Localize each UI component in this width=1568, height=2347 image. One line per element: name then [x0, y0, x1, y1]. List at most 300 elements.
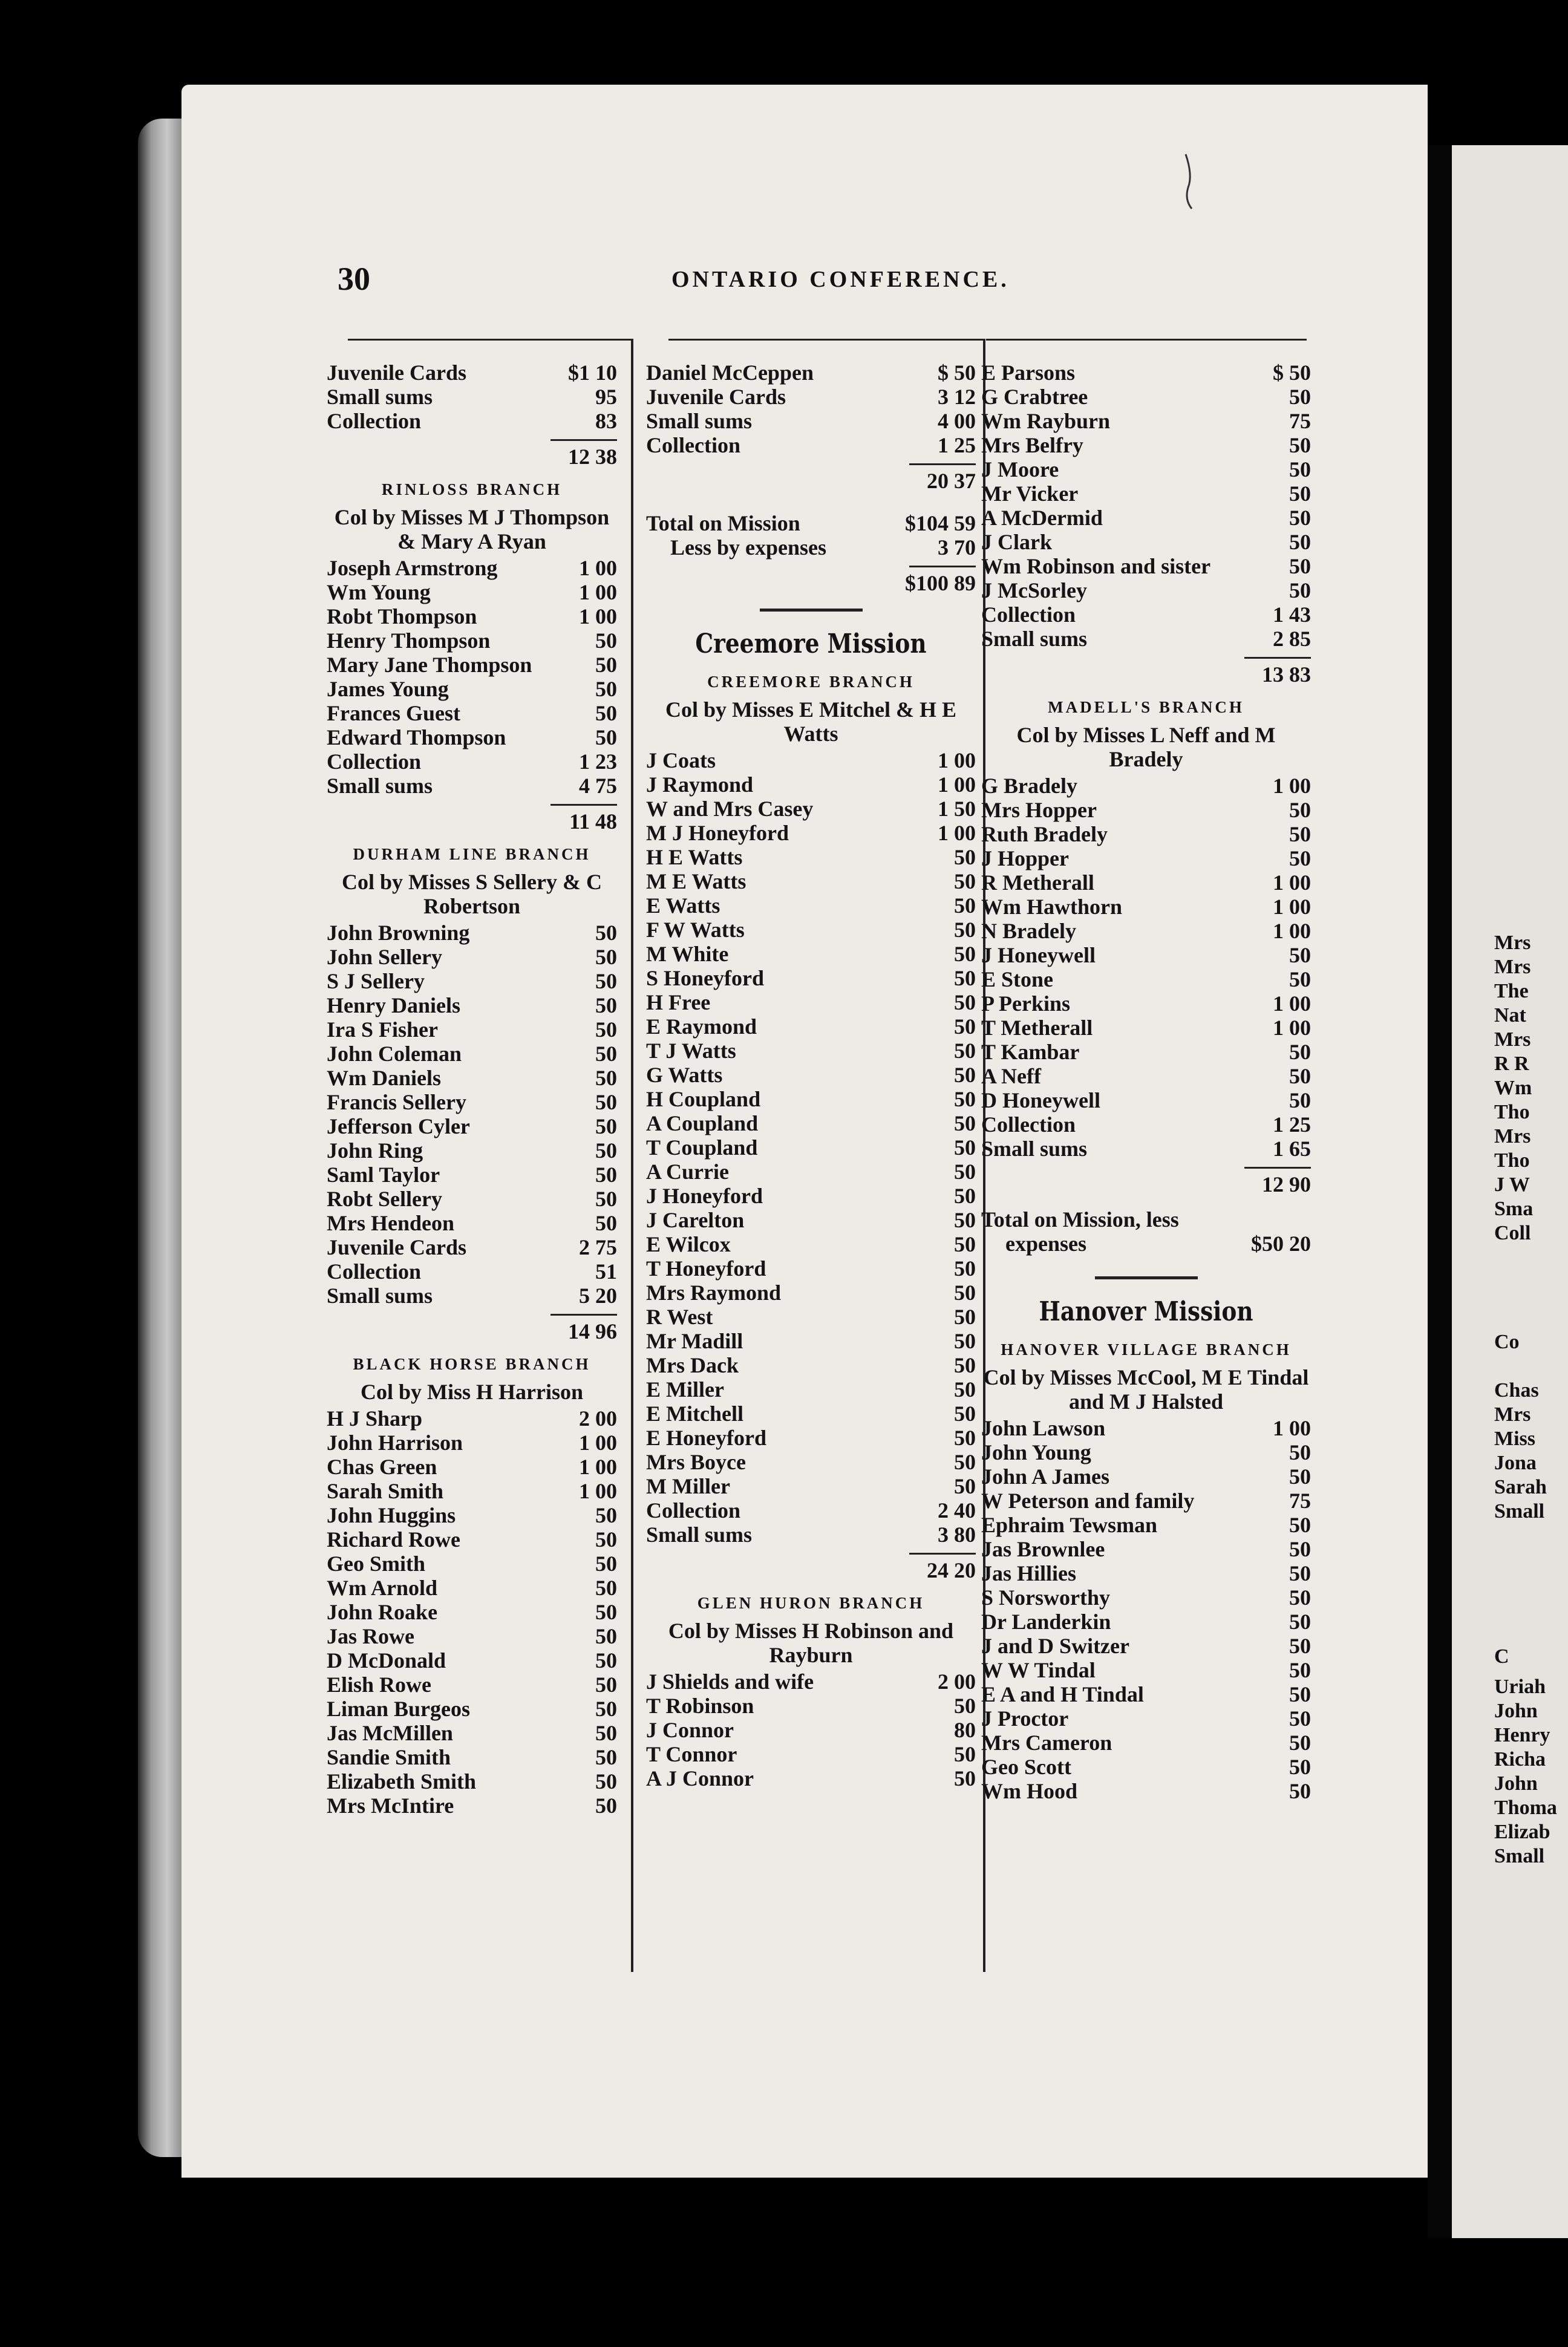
- entry-row: [327, 1066, 617, 1090]
- entry-name: Collection: [327, 409, 421, 433]
- entry-row: [646, 1474, 976, 1498]
- entry-name: Wm Hawthorn: [981, 895, 1122, 919]
- entry-amount: 50: [1289, 433, 1311, 457]
- entry-row: [327, 677, 617, 701]
- entry-amount: 50: [1289, 1440, 1311, 1464]
- entry-row: [981, 1112, 1311, 1137]
- entry-name: M E Watts: [646, 869, 746, 893]
- entry-name: Saml Taylor: [327, 1163, 440, 1187]
- mission-title-creemore: Creemore Mission: [695, 628, 927, 659]
- rinloss-list: [327, 556, 617, 798]
- next-page-text: Miss: [1494, 1428, 1535, 1450]
- entry-row: [646, 1111, 976, 1135]
- next-page-text: Sarah: [1494, 1476, 1547, 1498]
- next-page-text: Richa: [1494, 1748, 1546, 1771]
- entry-amount: 50: [1289, 481, 1311, 506]
- entry-row: [327, 945, 617, 969]
- entry-name: Mr Vicker: [981, 481, 1079, 506]
- entry-amount: 50: [954, 1111, 976, 1135]
- entry-row: [327, 580, 617, 604]
- gutter-shadow: [1428, 145, 1452, 2238]
- entry-name: H E Watts: [646, 845, 743, 869]
- next-page-text: The: [1494, 980, 1529, 1002]
- entry-amount: 50: [1289, 506, 1311, 530]
- subtotal-rule: [1244, 1167, 1311, 1169]
- entry-name: Mrs Cameron: [981, 1731, 1112, 1755]
- entry-amount: 80: [954, 1718, 976, 1742]
- next-page-fragment: [1452, 145, 1568, 2238]
- entry-row: [981, 895, 1311, 919]
- entry-row: [646, 385, 976, 409]
- entry-amount: 50: [595, 1794, 617, 1818]
- entry-name: A McDermid: [981, 506, 1103, 530]
- entry-row: [327, 628, 617, 653]
- entry-amount: 50: [954, 1063, 976, 1087]
- entry-row: [646, 942, 976, 966]
- entry-row: [646, 1256, 976, 1281]
- entry-amount: 1 00: [579, 1455, 617, 1479]
- entry-name: Mr Madill: [646, 1329, 743, 1353]
- entry-name: J and D Switzer: [981, 1634, 1129, 1658]
- entry-row: [646, 1353, 976, 1377]
- col1-top-total: 12 38: [568, 445, 617, 469]
- hanover-list: [981, 1416, 1311, 1803]
- entry-amount: $ 50: [1273, 361, 1311, 385]
- next-page-text: Mrs: [1494, 1125, 1531, 1147]
- entry-name: A Coupland: [646, 1111, 759, 1135]
- col2-top-total: 20 37: [927, 469, 976, 493]
- entry-row: [327, 556, 617, 580]
- entry-amount: 3 12: [938, 385, 976, 409]
- entry-row: [646, 1450, 976, 1474]
- entry-amount: 50: [954, 1184, 976, 1208]
- entry-name: Sarah Smith: [327, 1479, 444, 1503]
- entry-name: Ephraim Tewsman: [981, 1513, 1158, 1537]
- top-rule-col1: [348, 339, 632, 341]
- madell-total: 12 90: [1262, 1172, 1311, 1196]
- entry-row: [646, 1184, 976, 1208]
- entry-row: [646, 1087, 976, 1111]
- entry-name: Liman Burgeos: [327, 1697, 471, 1721]
- entry-row: [646, 511, 976, 535]
- entry-name: Ira S Fisher: [327, 1017, 438, 1042]
- entry-name: John Browning: [327, 921, 470, 945]
- entry-row: [327, 1527, 617, 1552]
- entry-row: [327, 1479, 617, 1503]
- entry-name: J McSorley: [981, 578, 1087, 602]
- entry-amount: 50: [1289, 1088, 1311, 1112]
- entry-row: [646, 1766, 976, 1790]
- entry-name: Elizabeth Smith: [327, 1769, 477, 1794]
- subtotal-rule: [550, 439, 617, 441]
- entry-amount: 1 00: [1273, 895, 1311, 919]
- entry-row: [646, 918, 976, 942]
- entry-row: [981, 943, 1311, 967]
- entry-row: [327, 604, 617, 628]
- entry-row: [981, 919, 1311, 943]
- column-2: [646, 361, 976, 1790]
- entry-row: [327, 1552, 617, 1576]
- entry-amount: 2 00: [938, 1670, 976, 1694]
- durham-total: 14 96: [568, 1319, 617, 1343]
- entry-row: [981, 602, 1311, 627]
- col3-top-list: [981, 361, 1311, 651]
- next-page-text: Thoma: [1494, 1797, 1557, 1819]
- entry-row: [327, 361, 617, 385]
- entry-amount: 50: [1289, 1064, 1311, 1088]
- entry-amount: 3 70: [938, 535, 976, 560]
- entry-row: [981, 1088, 1311, 1112]
- entry-row: [646, 361, 976, 385]
- entry-row: [981, 1464, 1311, 1489]
- entry-name: Small sums: [327, 774, 433, 798]
- entry-amount: 1 00: [1273, 991, 1311, 1016]
- entry-amount: 1 25: [938, 433, 976, 457]
- entry-row: [327, 969, 617, 993]
- entry-amount: 50: [595, 969, 617, 993]
- entry-name: E Honeyford: [646, 1426, 767, 1450]
- entry-row: [327, 1114, 617, 1138]
- entry-amount: 50: [1289, 1464, 1311, 1489]
- entry-row: [981, 506, 1311, 530]
- entry-name: S J Sellery: [327, 969, 425, 993]
- entry-name: John Lawson: [981, 1416, 1106, 1440]
- next-page-text: Coll: [1494, 1222, 1531, 1244]
- entry-name: A J Connor: [646, 1766, 754, 1790]
- entry-amount: 2 85: [1273, 627, 1311, 651]
- entry-amount: 50: [595, 993, 617, 1017]
- entry-name: Jas Brownlee: [981, 1537, 1105, 1561]
- durham-list: [327, 921, 617, 1308]
- entry-row: [646, 1063, 976, 1087]
- entry-amount: 50: [1289, 1634, 1311, 1658]
- entry-name: M J Honeyford: [646, 821, 789, 845]
- entry-amount: 50: [1289, 385, 1311, 409]
- entry-row: [981, 627, 1311, 651]
- entry-amount: 1 00: [1273, 919, 1311, 943]
- entry-name: John A James: [981, 1464, 1110, 1489]
- entry-row: [646, 409, 976, 433]
- entry-row: [646, 1523, 976, 1547]
- next-page-text: Chas: [1494, 1379, 1539, 1402]
- entry-amount: 2 00: [579, 1406, 617, 1431]
- branch-title-creemore: CREEMORE BRANCH: [707, 673, 915, 691]
- glen-huron-list: [646, 1670, 976, 1790]
- entry-name: Wm Rayburn: [981, 409, 1111, 433]
- entry-amount: 1 00: [938, 748, 976, 772]
- entry-amount: $104 59: [905, 511, 976, 535]
- entry-row: [981, 385, 1311, 409]
- entry-row: [646, 893, 976, 918]
- entry-amount: 3 80: [938, 1523, 976, 1547]
- entry-amount: 50: [954, 1766, 976, 1790]
- entry-amount: $ 50: [938, 361, 976, 385]
- entry-name: N Bradely: [981, 919, 1076, 943]
- entry-row: [981, 1610, 1311, 1634]
- entry-row: [981, 361, 1311, 385]
- entry-name: J Honeyford: [646, 1184, 763, 1208]
- entry-amount: 50: [595, 1138, 617, 1163]
- entry-row: [646, 1426, 976, 1450]
- entry-amount: 50: [595, 1624, 617, 1648]
- next-page-text: Small: [1494, 1500, 1545, 1523]
- entry-amount: 1 00: [1273, 1016, 1311, 1040]
- section-divider: [1095, 1276, 1198, 1279]
- entry-amount: 50: [954, 1426, 976, 1450]
- entry-row: [327, 1138, 617, 1163]
- subtotal-rule: [1244, 657, 1311, 659]
- entry-name: J Honeywell: [981, 943, 1096, 967]
- entry-row: [327, 993, 617, 1017]
- entry-row: [327, 1648, 617, 1673]
- entry-name: Wm Arnold: [327, 1576, 438, 1600]
- entry-name: G Crabtree: [981, 385, 1088, 409]
- entry-row: [327, 749, 617, 774]
- entry-row: [327, 1697, 617, 1721]
- entry-row: [981, 1585, 1311, 1610]
- entry-amount: 50: [1289, 1561, 1311, 1585]
- entry-name: E Stone: [981, 967, 1054, 991]
- entry-amount: 50: [954, 1742, 976, 1766]
- entry-row: [327, 1576, 617, 1600]
- entry-name: Daniel McCeppen: [646, 361, 814, 385]
- entry-amount: 50: [954, 1208, 976, 1232]
- next-page-text: John: [1494, 1772, 1538, 1795]
- col3-summary-line1: Total on Mission, less: [981, 1207, 1179, 1232]
- entry-name: D Honeywell: [981, 1088, 1100, 1112]
- entry-amount: 50: [595, 921, 617, 945]
- next-page-text: Wm: [1494, 1077, 1532, 1099]
- entry-row: [981, 822, 1311, 846]
- next-page-text: Mrs: [1494, 956, 1531, 978]
- entry-row: [327, 774, 617, 798]
- entry-amount: 50: [595, 1114, 617, 1138]
- entry-amount: 50: [954, 1329, 976, 1353]
- entry-amount: 50: [954, 1232, 976, 1256]
- entry-name: E Wilcox: [646, 1232, 731, 1256]
- entry-row: [981, 433, 1311, 457]
- entry-row: [646, 1160, 976, 1184]
- collectors-madell: Col by Misses L Neff and M Bradely: [1016, 723, 1276, 771]
- entry-row: [981, 1706, 1311, 1731]
- entry-name: Ruth Bradely: [981, 822, 1108, 846]
- entry-row: [327, 1284, 617, 1308]
- entry-amount: 50: [1289, 1706, 1311, 1731]
- entry-row: [981, 1040, 1311, 1064]
- branch-title-rinloss: RINLOSS BRANCH: [381, 480, 563, 498]
- entry-amount: 50: [1289, 846, 1311, 870]
- entry-amount: 1 00: [579, 1431, 617, 1455]
- entry-row: [646, 1402, 976, 1426]
- entry-name: E Watts: [646, 893, 720, 918]
- next-page-text: Elizab: [1494, 1821, 1550, 1843]
- creemore-list: [646, 748, 976, 1547]
- entry-row: [981, 870, 1311, 895]
- entry-name: Collection: [327, 749, 421, 774]
- next-page-text: Uriah: [1494, 1676, 1546, 1698]
- entry-amount: 50: [595, 1066, 617, 1090]
- entry-amount: 50: [1289, 457, 1311, 481]
- entry-row: [981, 1440, 1311, 1464]
- subtotal-rule: [909, 1553, 976, 1555]
- entry-amount: 50: [1289, 943, 1311, 967]
- entry-amount: 50: [954, 918, 976, 942]
- entry-name: T Connor: [646, 1742, 737, 1766]
- page-header: [181, 260, 1428, 302]
- entry-amount: 50: [595, 701, 617, 725]
- column-rule-1: [631, 339, 633, 1972]
- entry-name: Mrs Belfry: [981, 433, 1083, 457]
- entry-amount: 1 43: [1273, 602, 1311, 627]
- next-page-text: C: [1494, 1645, 1509, 1668]
- entry-row: [646, 869, 976, 893]
- entry-amount: 50: [1289, 822, 1311, 846]
- entry-name: M White: [646, 942, 729, 966]
- entry-name: Chas Green: [327, 1455, 437, 1479]
- entry-amount: 2 40: [938, 1498, 976, 1523]
- entry-name: A Currie: [646, 1160, 729, 1184]
- entry-name: Robt Sellery: [327, 1187, 442, 1211]
- entry-name: Mary Jane Thompson: [327, 653, 532, 677]
- entry-row: [646, 1014, 976, 1039]
- mission-title-hanover: Hanover Mission: [1039, 1296, 1253, 1327]
- entry-row: [981, 967, 1311, 991]
- entry-amount: 50: [595, 725, 617, 749]
- entry-row: [327, 701, 617, 725]
- entry-name: Wm Daniels: [327, 1066, 441, 1090]
- next-page-text: Tho: [1494, 1149, 1530, 1172]
- entry-amount: 1 50: [938, 797, 976, 821]
- entry-amount: 50: [954, 1474, 976, 1498]
- entry-row: [981, 846, 1311, 870]
- entry-amount: 1 00: [579, 580, 617, 604]
- entry-amount: 50: [1289, 1513, 1311, 1537]
- entry-amount: 50: [954, 990, 976, 1014]
- entry-row: [646, 1498, 976, 1523]
- entry-row: [646, 1305, 976, 1329]
- entry-name: Mrs Dack: [646, 1353, 739, 1377]
- entry-name: Small sums: [646, 409, 753, 433]
- entry-row: [981, 1561, 1311, 1585]
- entry-row: [981, 1658, 1311, 1682]
- branch-title-glen-huron: GLEN HURON BRANCH: [697, 1594, 925, 1612]
- entry-amount: 50: [954, 1281, 976, 1305]
- entry-name: T Honeyford: [646, 1256, 766, 1281]
- entry-row: [327, 1163, 617, 1187]
- entry-amount: 51: [595, 1259, 617, 1284]
- next-page-text: Nat: [1494, 1004, 1526, 1027]
- col3-top-total: 13 83: [1262, 662, 1311, 687]
- entry-row: [981, 1779, 1311, 1803]
- entry-row: [327, 1673, 617, 1697]
- entry-name: Collection: [646, 433, 740, 457]
- entry-amount: 50: [595, 1600, 617, 1624]
- branch-title-black-horse: BLACK HORSE BRANCH: [353, 1355, 591, 1373]
- entry-row: [981, 1731, 1311, 1755]
- next-page-text: Jona: [1494, 1452, 1537, 1474]
- entry-amount: 75: [1289, 409, 1311, 433]
- entry-name: W Peterson and family: [981, 1489, 1195, 1513]
- entry-name: J Coats: [646, 748, 716, 772]
- entry-row: [981, 554, 1311, 578]
- entry-row: [981, 481, 1311, 506]
- entry-amount: 75: [1289, 1489, 1311, 1513]
- entry-amount: 50: [1289, 1731, 1311, 1755]
- entry-name: Small sums: [981, 627, 1088, 651]
- entry-name: R West: [646, 1305, 713, 1329]
- entry-row: [327, 1259, 617, 1284]
- entry-row: [981, 1016, 1311, 1040]
- entry-amount: 83: [595, 409, 617, 433]
- entry-name: J Clark: [981, 530, 1052, 554]
- entry-row: [981, 774, 1311, 798]
- entry-row: [327, 1721, 617, 1745]
- entry-name: John Roake: [327, 1600, 438, 1624]
- entry-name: Wm Hood: [981, 1779, 1078, 1803]
- next-page-text: John: [1494, 1700, 1538, 1722]
- entry-amount: 50: [595, 653, 617, 677]
- entry-name: H J Sharp: [327, 1406, 423, 1431]
- column-3: [981, 361, 1311, 1803]
- entry-row: [646, 748, 976, 772]
- entry-name: Geo Scott: [981, 1755, 1071, 1779]
- entry-amount: 50: [1289, 1040, 1311, 1064]
- entry-name: W W Tindal: [981, 1658, 1096, 1682]
- entry-row: [327, 1017, 617, 1042]
- entry-amount: 1 00: [938, 821, 976, 845]
- entry-row: [646, 1232, 976, 1256]
- entry-name: G Bradely: [981, 774, 1077, 798]
- entry-row: [646, 1694, 976, 1718]
- branch-title-hanover: HANOVER VILLAGE BRANCH: [1001, 1340, 1292, 1359]
- entry-name: Elish Rowe: [327, 1673, 432, 1697]
- entry-amount: 50: [1289, 1610, 1311, 1634]
- entry-row: [327, 653, 617, 677]
- entry-name: S Norsworthy: [981, 1585, 1110, 1610]
- entry-amount: 95: [595, 385, 617, 409]
- entry-name: Collection: [981, 602, 1076, 627]
- next-page-text: Sma: [1494, 1198, 1534, 1220]
- entry-row: [646, 1281, 976, 1305]
- entry-row: [327, 1187, 617, 1211]
- entry-row: [981, 409, 1311, 433]
- entry-amount: 50: [595, 1211, 617, 1235]
- entry-name: Frances Guest: [327, 701, 460, 725]
- entry-amount: 1 00: [1273, 774, 1311, 798]
- entry-amount: 50: [954, 966, 976, 990]
- entry-name: John Harrison: [327, 1431, 463, 1455]
- entry-amount: 50: [595, 677, 617, 701]
- entry-amount: 50: [954, 1377, 976, 1402]
- entry-amount: 50: [1289, 798, 1311, 822]
- entry-name: D McDonald: [327, 1648, 446, 1673]
- entry-amount: 2 75: [579, 1235, 617, 1259]
- entry-amount: 1 00: [579, 604, 617, 628]
- entry-name: T Metherall: [981, 1016, 1093, 1040]
- column-1: [327, 361, 617, 1818]
- creemore-total: 24 20: [927, 1558, 976, 1582]
- entry-amount: 50: [954, 893, 976, 918]
- entry-amount: 50: [1289, 1537, 1311, 1561]
- entry-amount: 50: [954, 1402, 976, 1426]
- entry-amount: 50: [1289, 1658, 1311, 1682]
- entry-row: [981, 1137, 1311, 1161]
- entry-row: [646, 990, 976, 1014]
- entry-name: E Raymond: [646, 1014, 757, 1039]
- entry-row: [981, 1064, 1311, 1088]
- entry-name: E A and H Tindal: [981, 1682, 1144, 1706]
- entry-name: John Ring: [327, 1138, 423, 1163]
